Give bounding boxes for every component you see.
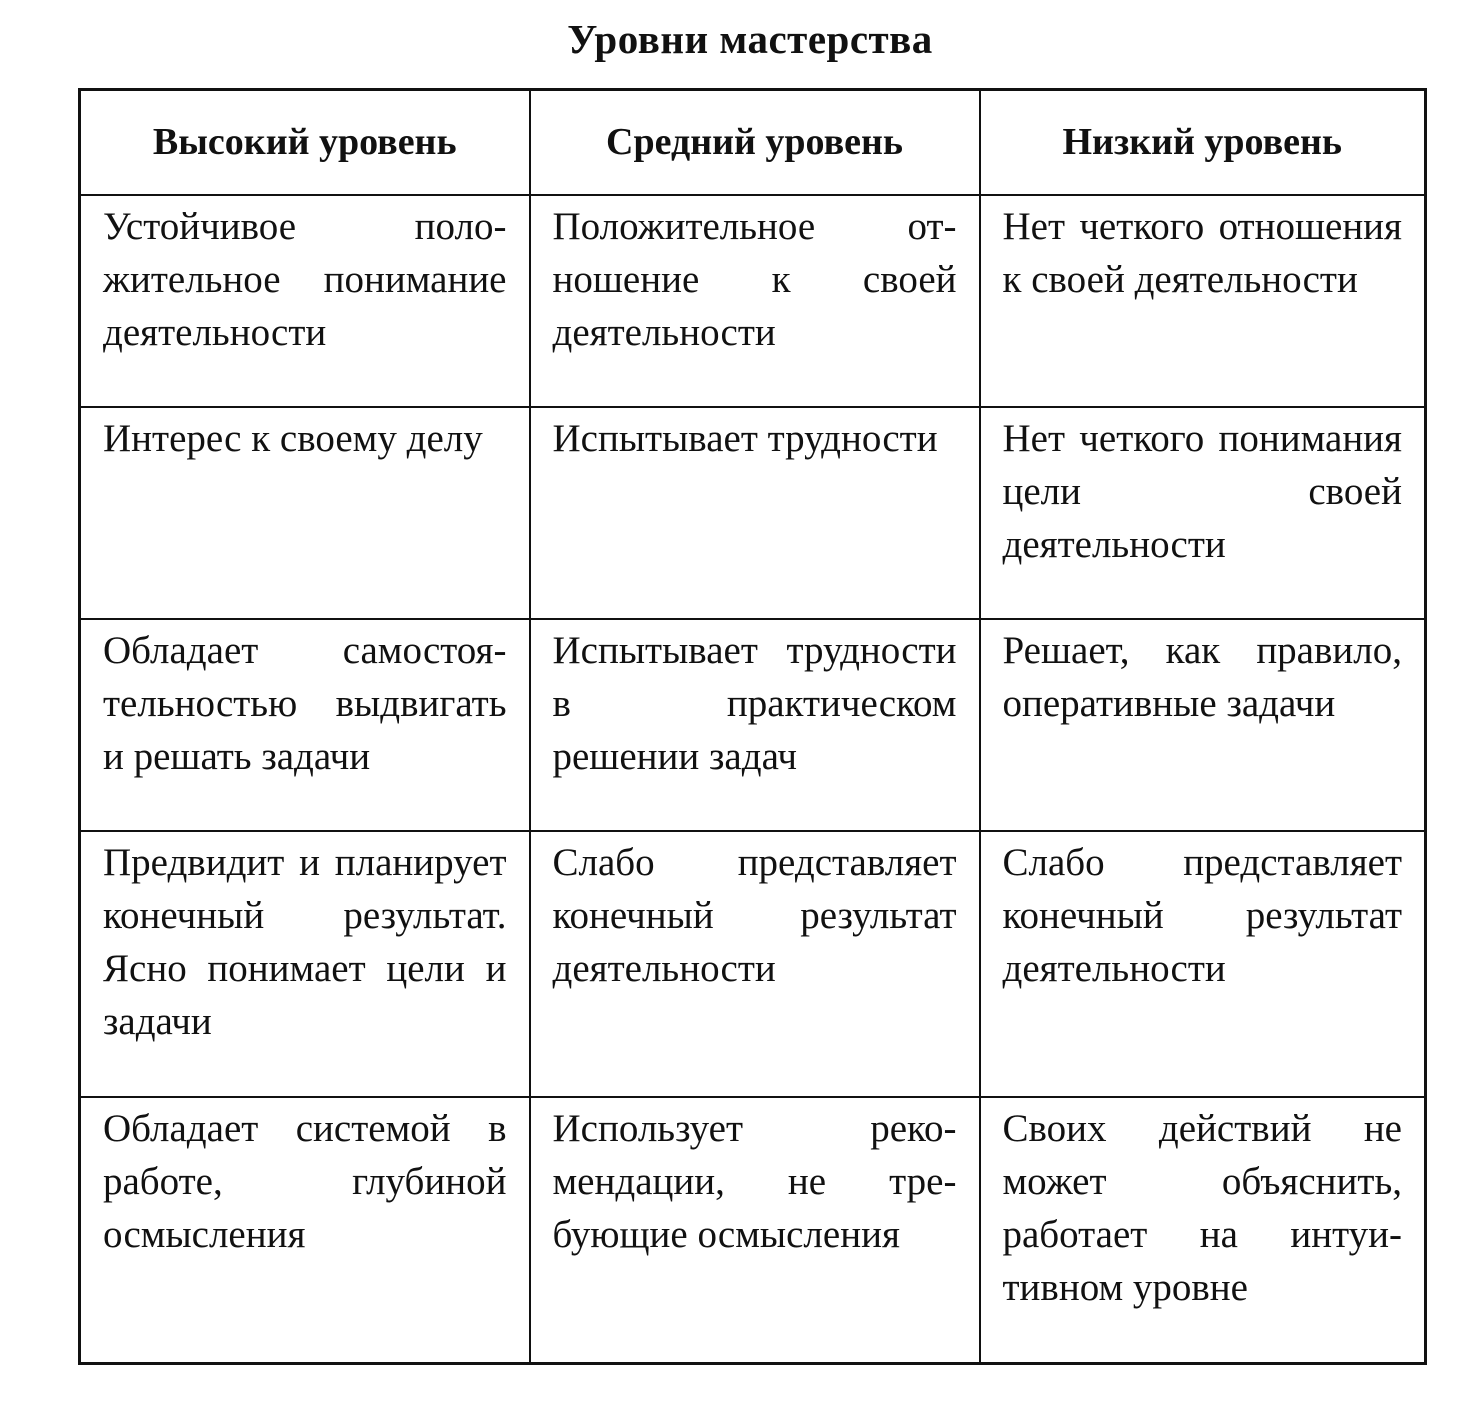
table-cell-medium: Испытывает трудности в практическом решении задач: [530, 619, 980, 831]
table-cell-medium: Использует рекомендации, не требующие осмысления: [530, 1097, 980, 1364]
table-cell-low: Нет четкого отношения к своей деятельности: [980, 195, 1426, 407]
table-cell-low: Нет четкого понимания цели своей деятельности: [980, 407, 1426, 619]
table-cell-low: Решает, как правило, оперативные задачи: [980, 619, 1426, 831]
table-row: [80, 1097, 1426, 1364]
table-cell-high: Интерес к своему делу: [80, 407, 530, 619]
table-cell-medium: Положительное отношение к своей деятельности: [530, 195, 980, 407]
table-cell-high: Предвидит и планирует конечный результат. Ясно понимает цели и задачи: [80, 831, 530, 1097]
table-cell-high: Обладает системой в работе, глубиной осмысления: [80, 1097, 530, 1364]
mastery-levels-table: [78, 88, 1427, 1365]
table-cell-high: Обладает самостоятельностью выдвигать и решать задачи: [80, 619, 530, 831]
header-high-level: Высокий уровень: [80, 90, 530, 195]
page-title: Уровни мастерства: [567, 16, 933, 62]
header-medium-level: Средний уровень: [530, 90, 980, 195]
table-row: [80, 195, 1426, 407]
table-header-row: [80, 90, 1426, 195]
table-cell-high: Устойчивое положительное понимание деятельности: [80, 195, 530, 407]
table-cell-medium: Слабо представляет конечный результат деятельности: [530, 831, 980, 1097]
table-cell-low: Своих действий не может объяснить, работает на интуитивном уровне: [980, 1097, 1426, 1364]
table-row: [80, 831, 1426, 1097]
header-low-level: Низкий уровень: [980, 90, 1426, 195]
table-cell-low: Слабо представляет конечный результат деятельности: [980, 831, 1426, 1097]
table-row: [80, 619, 1426, 831]
table-row: [80, 407, 1426, 619]
table-cell-medium: Испытывает трудности: [530, 407, 980, 619]
